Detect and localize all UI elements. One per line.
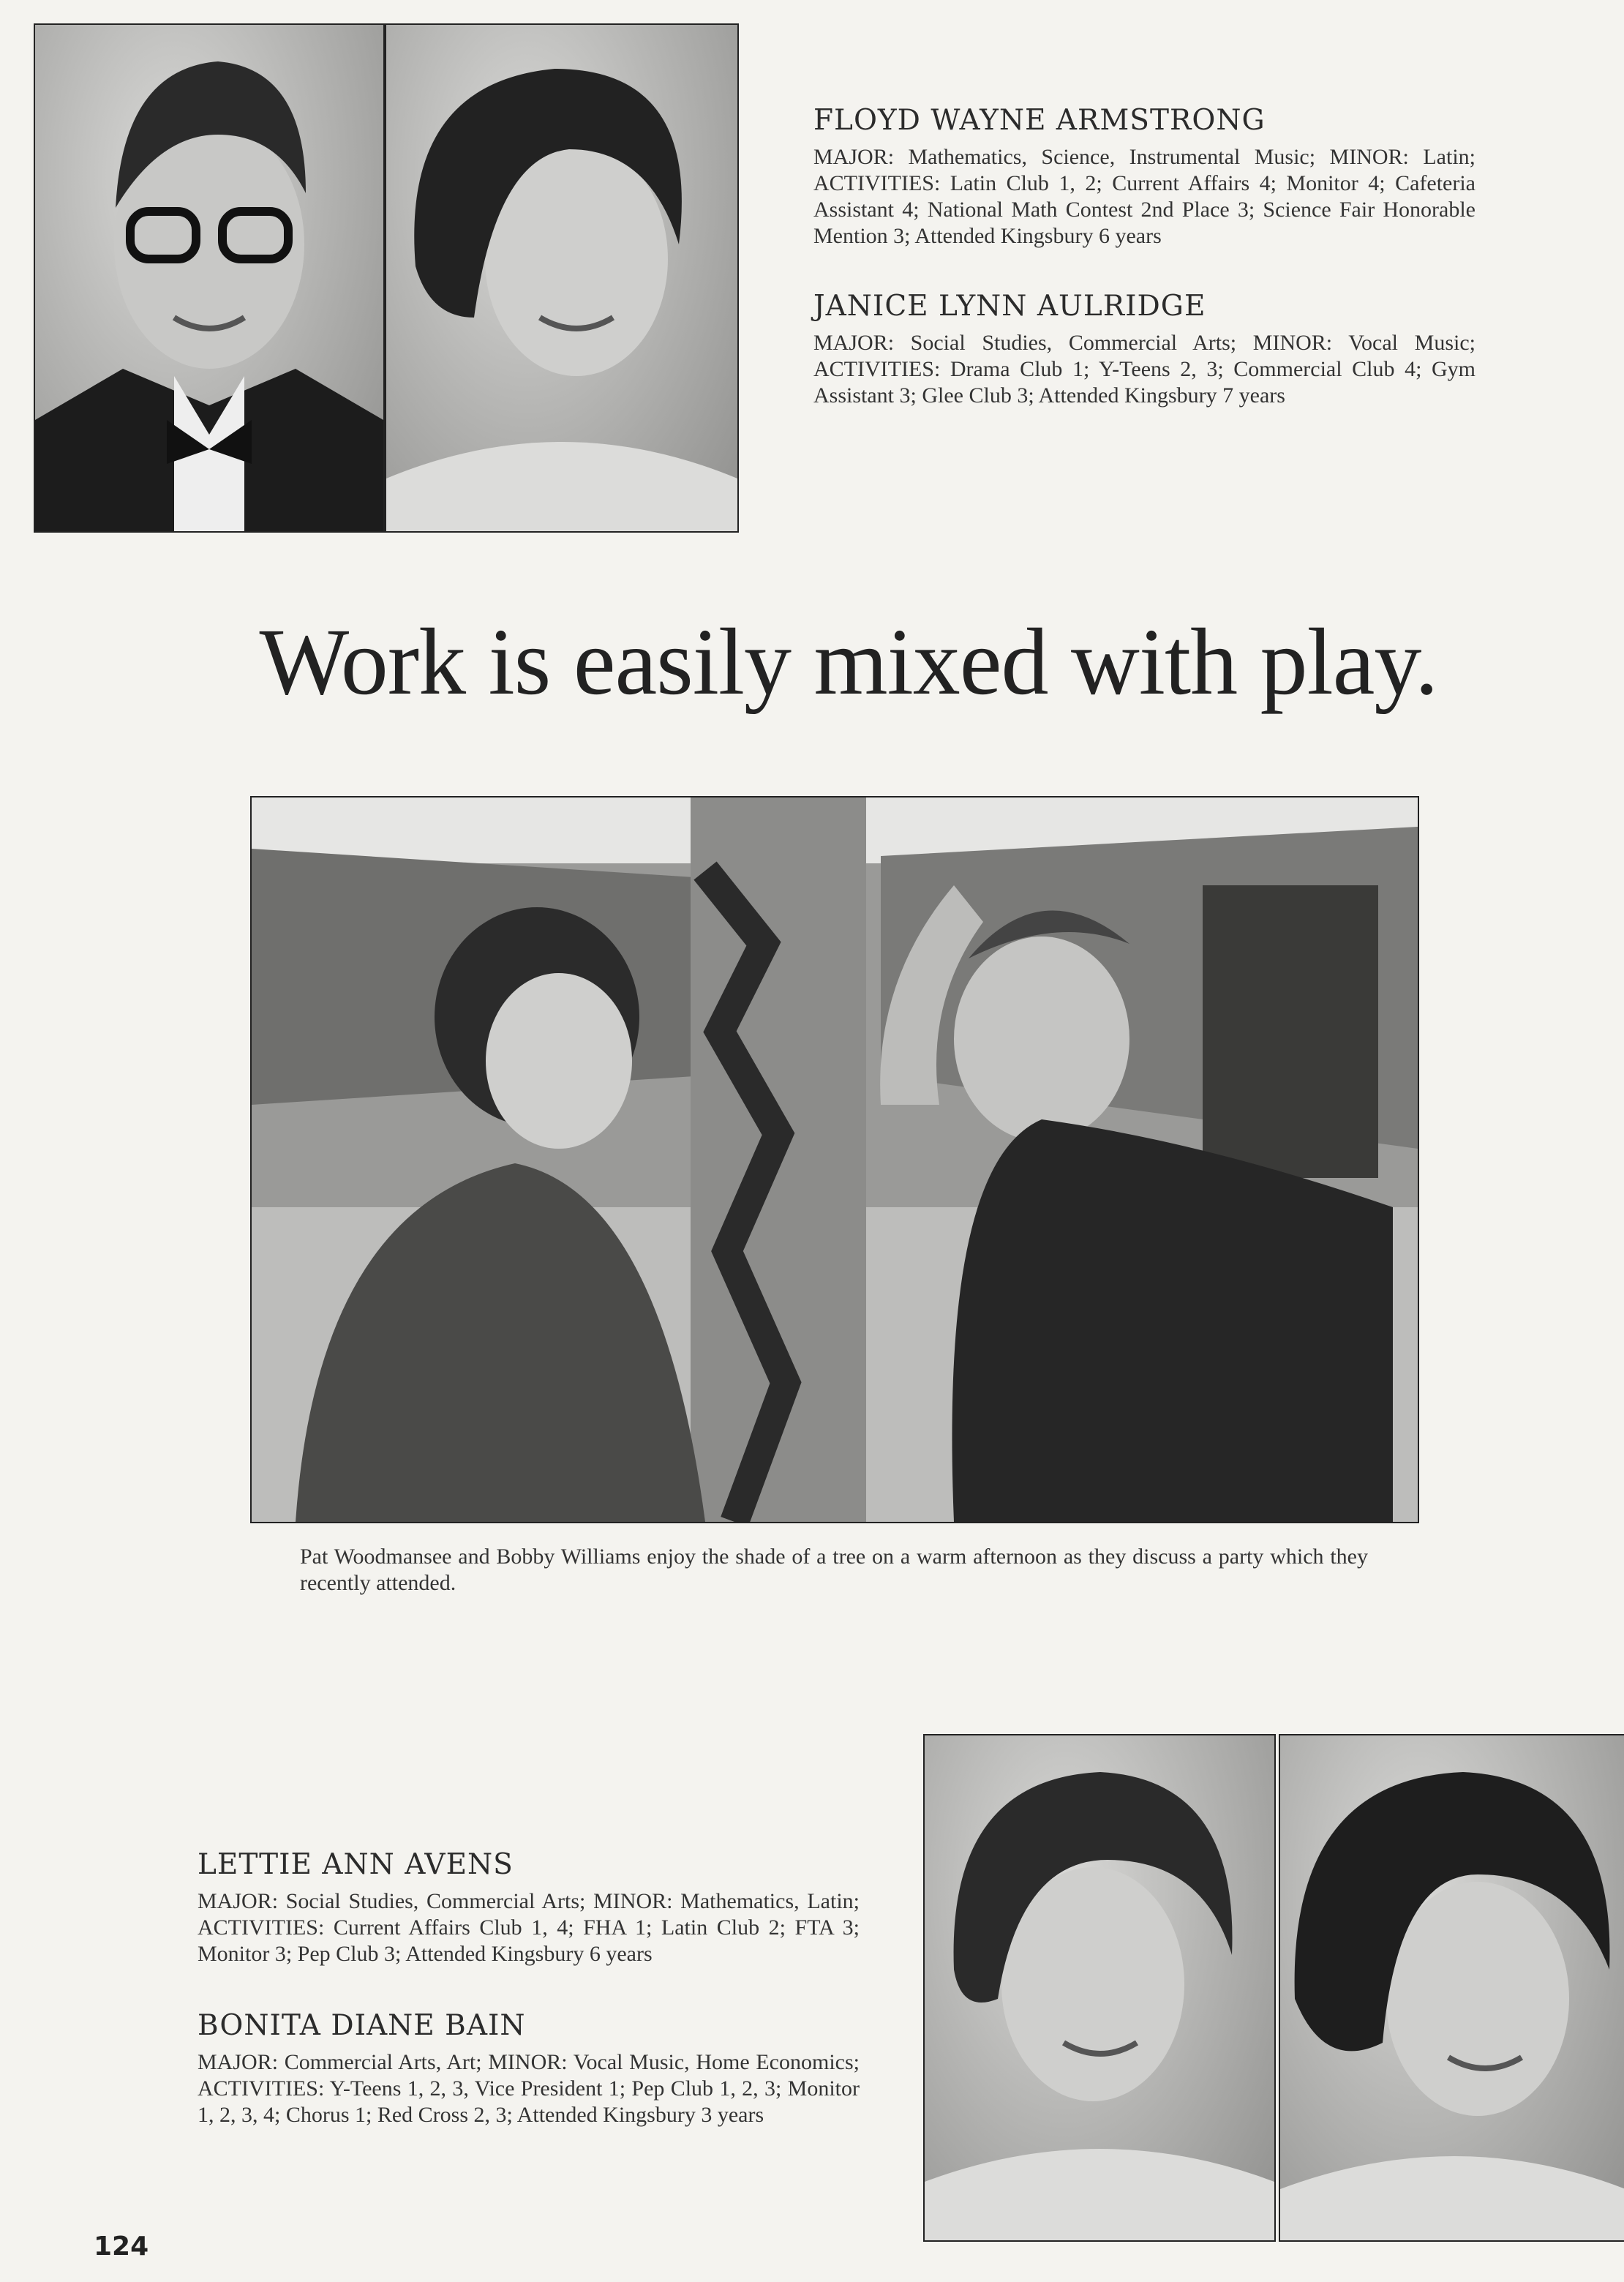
portrait-lettie-avens: [923, 1734, 1276, 2242]
page-headline: Work is easily mixed with play.: [259, 609, 1438, 715]
student-name: LETTIE ANN AVENS: [198, 1848, 514, 1881]
portrait-bonita-bain: [1279, 1734, 1624, 2242]
student-details: MAJOR: Commercial Arts, Art; MINOR: Vocal Music, Home Economics; ACTIVITIES: Y-Teens 1, 2, 3, Vice President 1; Pep Club 1, 2, 3; Monitor 1, 2, 3, 4; Chorus 1; Red Cross 2, 3; Attended Kingsbury 3 years: [198, 2050, 860, 2127]
student-details: MAJOR: Social Studies, Commercial Arts; MINOR: Mathematics, Latin; ACTIVITIES: Current Affairs Club 1, 4; FHA 1; Latin Club 2; FTA 3; Monitor 3; Pep Club 3; Attended Kingsbury 6 years: [198, 1889, 860, 1966]
student-details: MAJOR: Mathematics, Science, Instrumental Music; MINOR: Latin; ACTIVITIES: Latin Club 1, 2; Current Affairs 4; Monitor 4; Cafeteria Assistant 4; National Math Contest 2nd Place 3; Science Fair Honorable Mention 3; Attended Kingsbury 6 years: [813, 145, 1475, 248]
candid-photo-tree: [250, 796, 1419, 1523]
student-name: FLOYD WAYNE ARMSTRONG: [813, 104, 1266, 137]
bio-floyd-armstrong: [813, 104, 1475, 267]
student-name: JANICE LYNN AULRIDGE: [813, 290, 1206, 323]
bio-lettie-avens: [198, 1848, 860, 1985]
bio-janice-aulridge: [813, 290, 1475, 427]
bio-bonita-bain: [198, 2009, 860, 2146]
page-number: 124: [94, 2232, 149, 2262]
portrait-janice-aulridge: [385, 23, 739, 533]
student-name: BONITA DIANE BAIN: [198, 2009, 526, 2042]
student-details: MAJOR: Social Studies, Commercial Arts; MINOR: Vocal Music; ACTIVITIES: Drama Club 1; Y-Teens 2, 3; Commercial Club 4; Gym Assistant 3; Glee Club 3; Attended Kingsbury 7 years: [813, 331, 1475, 408]
photo-caption: Pat Woodmansee and Bobby Williams enjoy the shade of a tree on a warm afternoon as they discuss a party which they recently attended.: [300, 1545, 1368, 1595]
portrait-floyd-armstrong: [34, 23, 385, 533]
